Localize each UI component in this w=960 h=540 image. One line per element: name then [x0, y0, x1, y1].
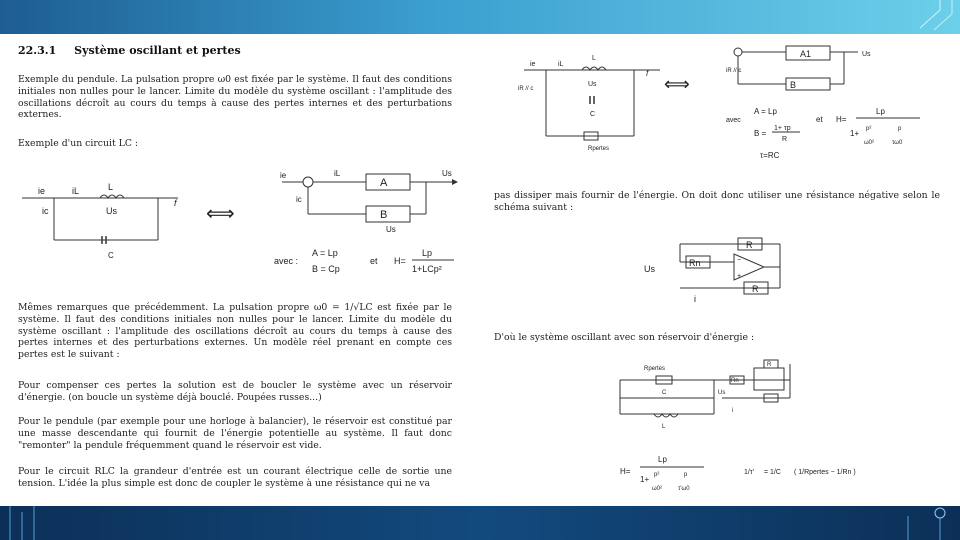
rlc-b-lhs: B = — [754, 129, 767, 138]
final-c: C — [662, 390, 667, 396]
final-i: i — [732, 408, 734, 414]
lc-ie-label: ie — [38, 186, 46, 196]
lc-et-label: et — [370, 256, 378, 266]
document-page — [0, 34, 960, 506]
paragraph-compensate: Pour compenser ces pertes la solution est de boucler le système avec un réservoir d'énergie. (on boucle un système déjà bouclé. Poupées russes...) — [18, 380, 452, 403]
lc-l-label: L — [108, 182, 114, 192]
paragraph-pendulum: Exemple du pendule. La pulsation propre ω0 est fixée par le système. Il faut des conditions initiales non nulles pour le lancer. Limite du modèle du système oscillant : l'amplitude des oscillations décroît au cours du temps à cause des pertes internes et des perturbations externes. — [18, 74, 452, 121]
paragraph-final-system: D'où le système oscillant avec son réservoir d'énergie : — [494, 332, 755, 343]
rlc-et-label: et — [816, 115, 823, 124]
rlc-block-b: B — [790, 80, 797, 90]
final-r: R — [767, 362, 772, 368]
lc-il-label: iL — [72, 186, 80, 196]
block-ie-label: ie — [280, 171, 287, 180]
lc-h-numerator: Lp — [422, 248, 433, 258]
final-h-den-p2: p² — [654, 472, 660, 478]
paragraph-rlc: Pour le circuit RLC la grandeur d'entrée est un courant électrique celle de sortie une tension. L'idée la plus simple est donc de coupler le système à une résistance qui ne va — [18, 466, 452, 489]
rlc-b-denominator: R — [782, 136, 788, 143]
section-number: 22.3.1 — [18, 44, 57, 57]
rlc-h-den-p2: p² — [866, 126, 872, 132]
lc-h-lhs: H= — [394, 256, 406, 266]
neg-plus: + — [737, 273, 742, 280]
lc-us-label: Us — [106, 206, 117, 216]
lc-f-label: f — [174, 198, 177, 208]
lc-a-equation: A = Lp — [312, 248, 338, 258]
final-l: L — [662, 424, 666, 430]
block-us-out-label: Us — [442, 169, 452, 178]
final-tau-lhs: 1/τ' — [744, 469, 754, 476]
block-a-label: A — [380, 177, 388, 189]
rlc-f-label: f — [646, 69, 649, 78]
paragraph-negative-resistance: pas dissiper mais fournir de l'énergie. On doit donc utiliser une résistance négative selon le schéma suivant : — [494, 190, 940, 213]
rlc-a-equation: A = Lp — [754, 107, 777, 116]
rlc-h-lhs: H= — [836, 115, 847, 124]
rlc-h-den-tw: τω0 — [892, 140, 903, 146]
rlc-c-label: C — [590, 111, 596, 118]
final-tau-mid: = 1/C — [764, 469, 781, 476]
neg-us: Us — [644, 264, 655, 274]
rlc-ie-label: ie — [530, 61, 536, 68]
paragraph-lc-example: Exemple d'un circuit LC : — [18, 138, 139, 149]
rlc-block-rc: iR // c — [726, 68, 742, 74]
left-column — [18, 34, 452, 506]
lc-avec-label: avec : — [274, 256, 299, 266]
paragraph-pendulum-reservoir: Pour le pendule (par exemple pour une horloge à balancier), le réservoir est constitué par une masse descendante qui fournit de l'énergie potentielle au système. Il faut donc "remonter" la pendule fréquemment quand le réservoir est vide. — [18, 416, 452, 451]
lc-c-label: C — [108, 251, 114, 260]
neg-r-bottom: R — [752, 284, 759, 294]
final-h-lhs: H= — [620, 467, 631, 476]
neg-r-top: R — [746, 240, 753, 250]
rlc-avec-label: avec — [726, 117, 741, 124]
rlc-tau-equation: τ=RC — [760, 151, 780, 160]
figure-rlc-circuit — [510, 40, 940, 170]
block-b-label: B — [380, 209, 388, 221]
final-h-den-tw: τ'ω0 — [678, 486, 690, 492]
neg-minus: − — [737, 257, 742, 264]
rlc-us-label: Us — [588, 81, 597, 88]
final-h-den-w: ω0² — [652, 486, 663, 492]
rlc-h-den-1: 1+ — [850, 129, 860, 138]
top-right-corner-ornament — [900, 0, 960, 34]
paragraph-lc-remarks: Mêmes remarques que précédemment. La pulsation propre ω0 = 1/√LC est fixée par le système. Il faut des conditions initiales non nulles pour le lancer. Limite du modèle du système oscillant : l'amplitude des oscillations décroît au cours du temps à cause des pertes internes et des perturbations externes. Un modèle réel prenant en compte ces pertes est le suivant : — [18, 302, 452, 361]
rlc-h-numerator: Lp — [876, 107, 885, 116]
slide-top-band — [0, 0, 960, 34]
lc-h-denominator: 1+LCp² — [412, 264, 442, 274]
block-il-label: iL — [334, 169, 341, 178]
lc-ic-label: ic — [42, 206, 49, 216]
section-heading — [18, 44, 241, 57]
final-rn: Rn — [731, 378, 739, 384]
rlc-b-numerator: 1+ τp — [774, 125, 791, 132]
rlc-il-label: iL — [558, 61, 564, 68]
figure-negative-resistance — [640, 230, 800, 310]
final-tau-paren: ( 1/Rpertes − 1/Rn ) — [794, 469, 856, 476]
figure-lc-circuit — [18, 162, 458, 288]
lc-equivalence-arrow: ⟺ — [206, 203, 235, 225]
final-rpertes: Rpertes — [644, 366, 666, 372]
bottom-right-ornament — [890, 506, 960, 540]
final-us: Us — [718, 390, 726, 396]
rlc-equivalence-arrow: ⟺ — [664, 74, 690, 94]
final-h-den-1: 1+ — [640, 475, 650, 484]
slide-bottom-band — [0, 506, 960, 540]
final-h-den-p: p — [684, 472, 688, 478]
block-us-fb-label: Us — [386, 225, 396, 234]
section-title: Système oscillant et pertes — [74, 44, 241, 57]
rlc-rpertes-label: Rpertes — [588, 146, 610, 152]
rlc-irc-label: iR // c — [518, 86, 534, 92]
neg-i: i — [694, 294, 696, 304]
rlc-l-label: L — [592, 55, 596, 62]
figure-final-system — [604, 354, 934, 502]
right-column — [494, 34, 940, 506]
lc-b-equation: B = Cp — [312, 264, 340, 274]
bottom-left-ornament — [0, 506, 60, 540]
final-h-numerator: Lp — [658, 455, 667, 464]
rlc-h-den-w: ω0² — [864, 140, 875, 146]
neg-rn: Rn — [689, 258, 701, 268]
block-ic-label: ic — [296, 195, 302, 204]
rlc-block-a: A1 — [800, 49, 812, 59]
rlc-h-den-p: p — [898, 126, 902, 132]
rlc-block-us: Us — [862, 51, 871, 58]
